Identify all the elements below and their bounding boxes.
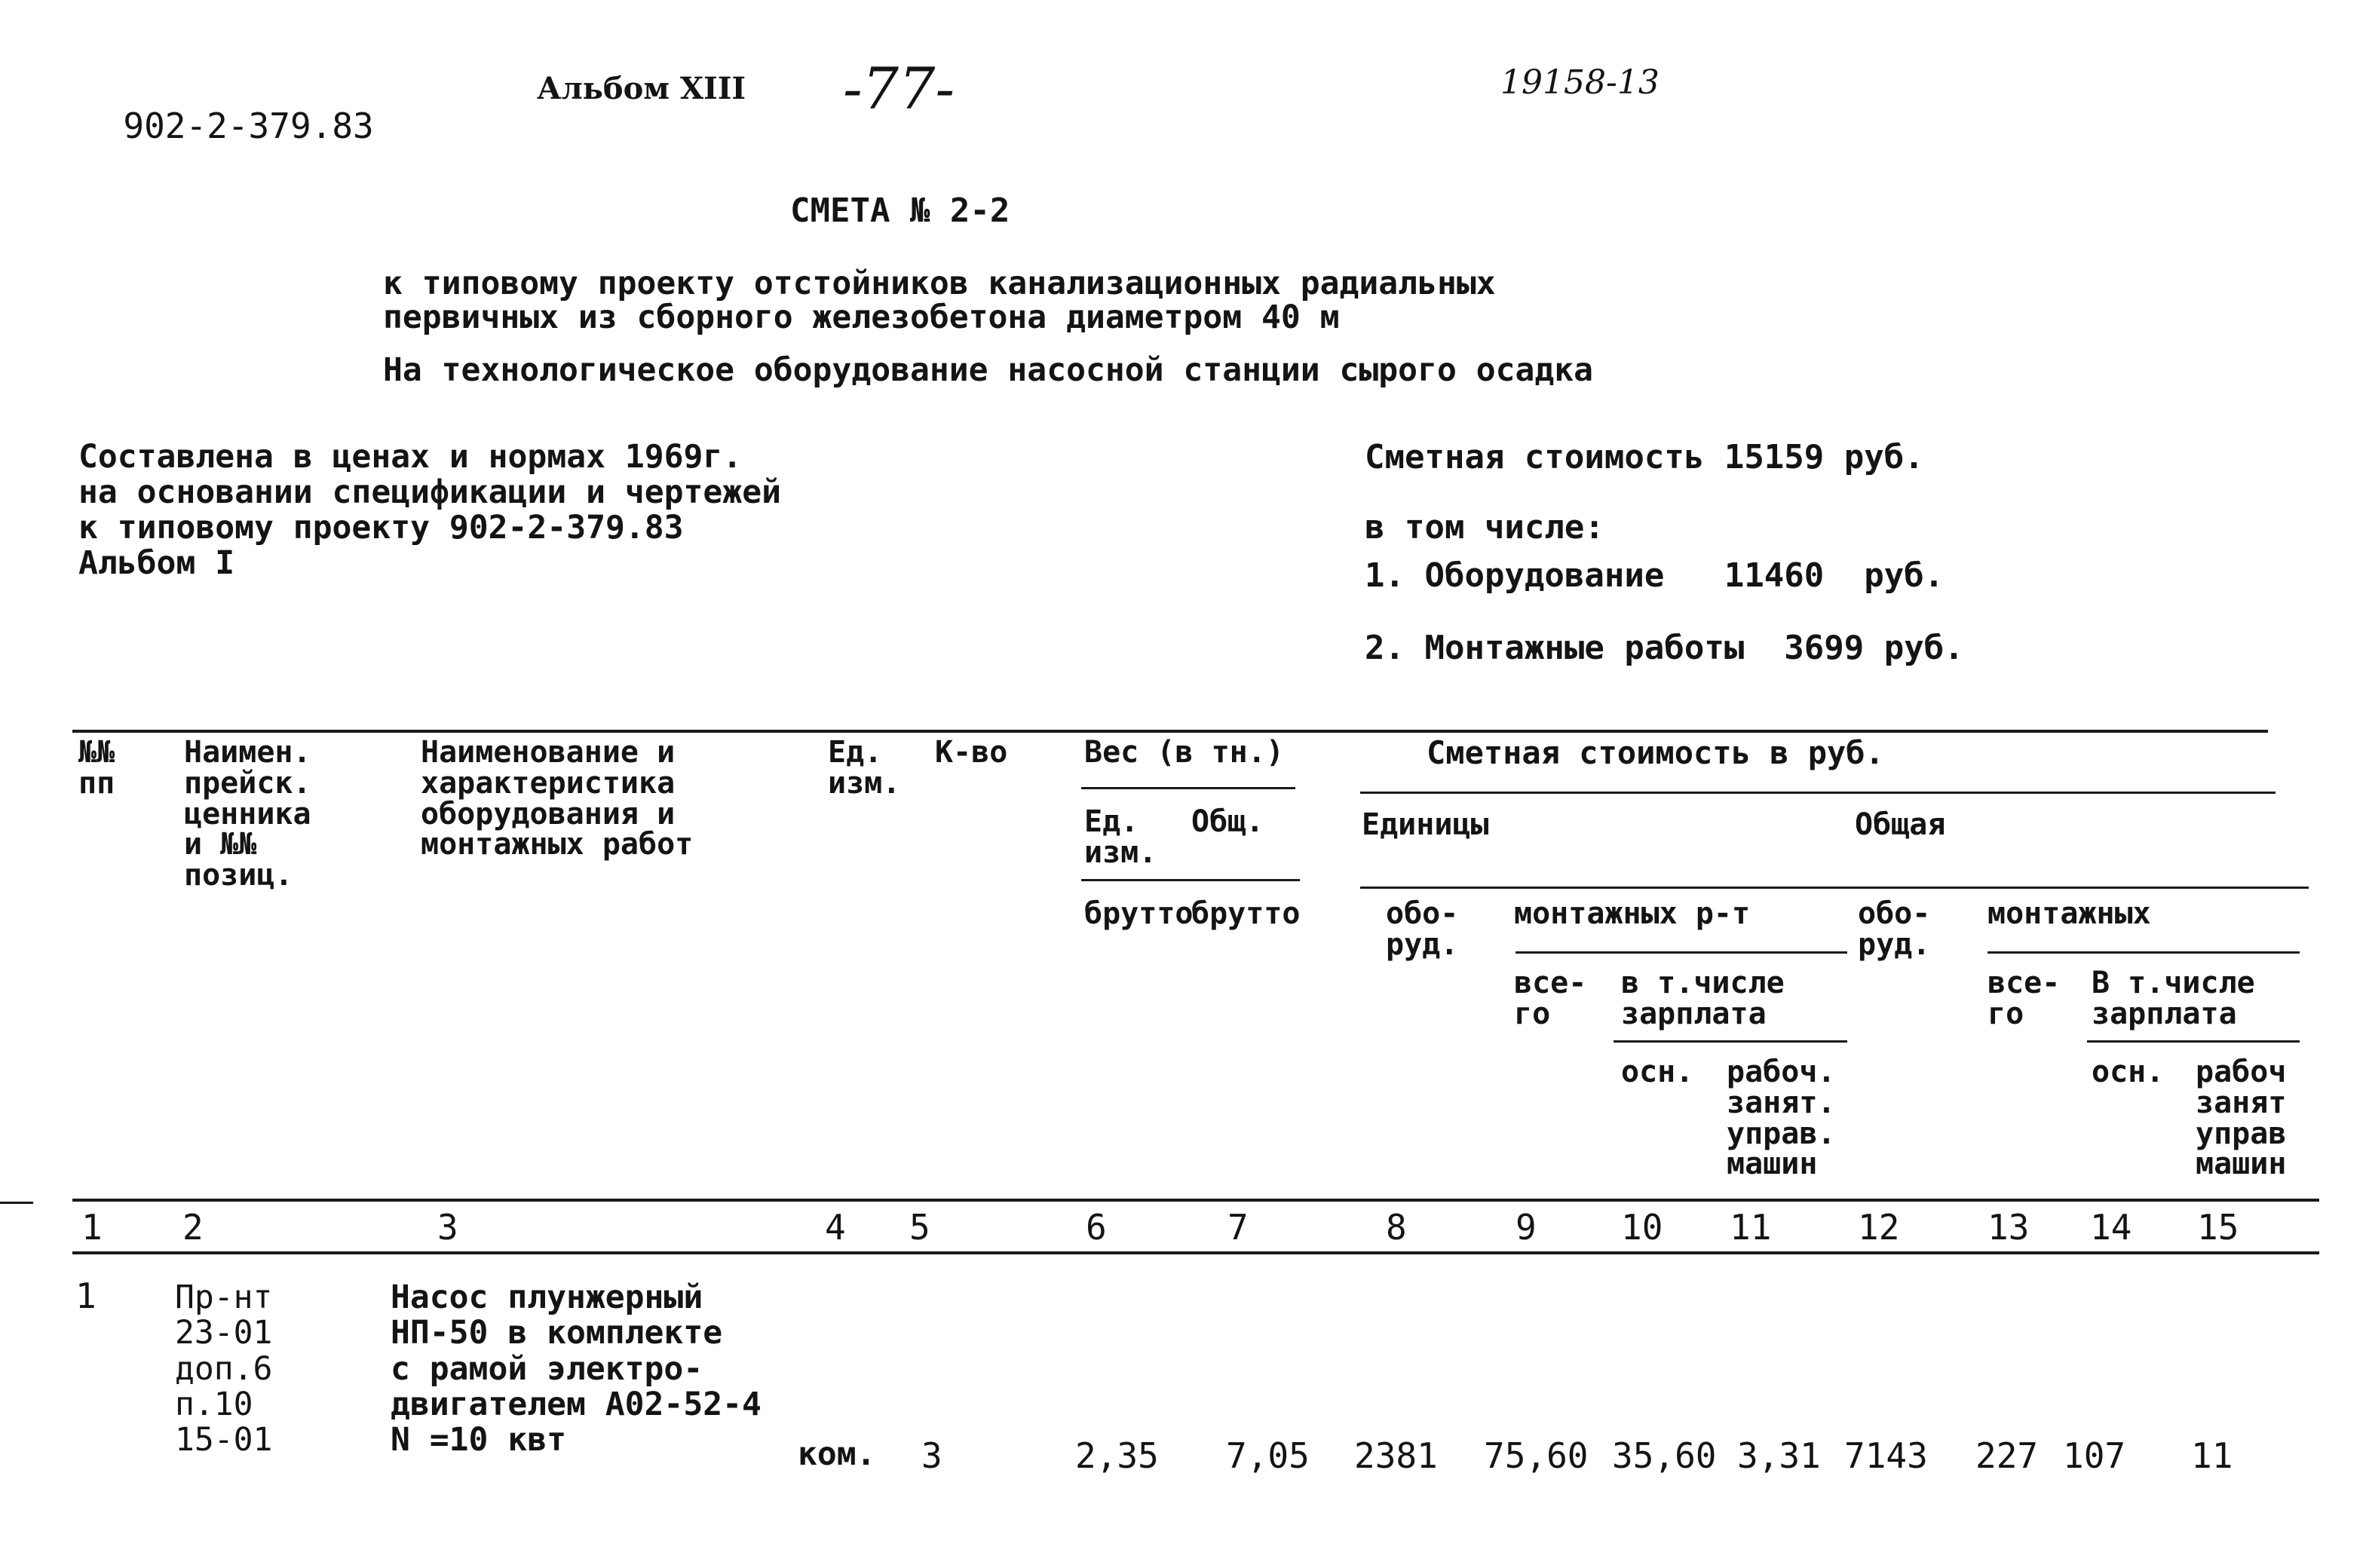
margin-tick (0, 1202, 33, 1204)
wage-unit-rule (1614, 1040, 1847, 1043)
header-number: №№ пп (78, 735, 115, 801)
row-item-name: Насос плунжерный НП-50 в комплекте с рамой электро- двигателем А02-52-4 N =10 квт (391, 1279, 762, 1459)
total-estimated-cost: Сметная стоимость 15159 руб. (1365, 438, 1924, 476)
cost-equipment: 1. Оборудование 11460 руб. (1365, 556, 1945, 595)
header-machine-wage-unit: рабоч. занят. управ. машин (1727, 1055, 1836, 1182)
header-incl-wage-unit: в т.числе зарплата (1621, 966, 1785, 1031)
column-number-5: 5 (909, 1207, 930, 1248)
basis-line-3: к типовому проекту 902-2-379.83 (78, 509, 684, 547)
row-equipment-unit: 2381 (1354, 1435, 1438, 1476)
table-top-rule (72, 730, 2268, 733)
header-weight: Вес (в тн.) (1084, 735, 1284, 770)
column-number-15: 15 (2197, 1207, 2239, 1248)
column-number-14: 14 (2090, 1207, 2132, 1248)
row-installation-total-basic: 107 (2063, 1435, 2126, 1476)
column-number-9: 9 (1515, 1207, 1537, 1248)
row-weight-total: 7,05 (1226, 1435, 1310, 1476)
reference-number: 19158-13 (1500, 63, 1660, 102)
row-installation-total: 227 (1975, 1435, 2039, 1476)
column-number-1: 1 (81, 1207, 103, 1248)
header-equipment-total: обо- руд. (1858, 896, 1931, 962)
wage-total-rule (2087, 1040, 2300, 1043)
install-total-rule (1987, 951, 2300, 954)
row-installation-unit-machine: 3,31 (1737, 1435, 1821, 1476)
estimate-heading: СМЕТА № 2-2 (790, 191, 1010, 230)
cost-including-label: в том числе: (1365, 508, 1604, 547)
column-number-3: 3 (437, 1207, 458, 1248)
estimate-subtitle-1: к типовому проекту отстойников канализационных радиальных (383, 265, 1496, 302)
header-unit: Ед. изм. (828, 735, 901, 801)
header-estimated-cost: Сметная стоимость в руб. (1427, 734, 1884, 771)
basis-line-4: Альбом I (78, 544, 235, 582)
row-unit: ком. (798, 1435, 876, 1473)
header-basic-wage-unit: осн. (1621, 1055, 1694, 1089)
document-code: 902-2-379.83 (123, 106, 374, 146)
header-per-unit: Единицы (1362, 807, 1489, 842)
estimate-subtitle-2: первичных из сборного железобетона диаметром 40 м (383, 299, 1340, 336)
header-total: Общая (1855, 807, 1946, 842)
header-installation-unit: монтажных р-т (1514, 896, 1751, 931)
column-number-13: 13 (1987, 1207, 2030, 1248)
cost-subheader-rule (1360, 887, 2309, 889)
column-number-8: 8 (1386, 1207, 1407, 1248)
basis-line-2: на основании спецификации и чертежей (78, 473, 781, 511)
header-basic-wage-total: осн. (2092, 1055, 2165, 1089)
header-equipment-unit: обо- руд. (1386, 896, 1459, 962)
column-number-11: 11 (1730, 1207, 1772, 1248)
column-number-12: 12 (1858, 1207, 1900, 1248)
header-incl-wage-total: В т.числе зарплата (2092, 966, 2255, 1031)
header-price-reference: Наимен. прейск. ценника и №№ позиц. (184, 735, 311, 893)
row-installation-unit-basic: 35,60 (1612, 1435, 1717, 1476)
row-installation-total-machine: 11 (2191, 1435, 2233, 1476)
column-number-rule (72, 1251, 2319, 1254)
header-machine-wage-total: рабоч занят управ машин (2196, 1055, 2287, 1182)
row-equipment-total: 7143 (1844, 1435, 1928, 1476)
basis-line-1: Составлена в ценах и нормах 1969г. (78, 438, 743, 476)
header-gross-total: брутто (1191, 896, 1301, 931)
estimate-subtitle-3: На технологическое оборудование насосной станции сырого осадка (383, 351, 1594, 389)
cost-header-rule (1360, 792, 2276, 794)
row-installation-unit-total: 75,60 (1484, 1435, 1589, 1476)
row-price-reference: Пр-нт 23-01 доп.6 п.10 15-01 (175, 1279, 273, 1459)
header-gross-unit: брутто (1084, 896, 1194, 931)
header-all-total: все- го (1987, 966, 2061, 1031)
album-label: Альбом XIII (537, 71, 746, 106)
column-number-7: 7 (1227, 1207, 1249, 1248)
install-unit-rule (1515, 951, 1847, 954)
header-installation-total: монтажных (1987, 896, 2151, 931)
header-all-unit: все- го (1514, 966, 1587, 1031)
column-number-2: 2 (182, 1207, 204, 1248)
page-number: -77- (843, 55, 955, 122)
header-quantity: К-во (935, 735, 1008, 770)
column-number-6: 6 (1086, 1207, 1107, 1248)
cost-installation: 2. Монтажные работы 3699 руб. (1365, 629, 1964, 667)
row-weight-unit: 2,35 (1075, 1435, 1159, 1476)
row-number: 1 (75, 1276, 97, 1316)
header-item-name: Наименование и характеристика оборудования и монтажных работ (421, 735, 694, 862)
column-number-4: 4 (825, 1207, 846, 1248)
weight-subheader-rule (1081, 879, 1300, 881)
column-number-10: 10 (1621, 1207, 1663, 1248)
row-quantity: 3 (921, 1435, 942, 1476)
header-weight-total: Общ. (1191, 804, 1264, 839)
header-bottom-rule (72, 1199, 2319, 1202)
weight-header-rule (1081, 787, 1295, 789)
header-weight-unit: Ед. изм. (1084, 804, 1157, 870)
